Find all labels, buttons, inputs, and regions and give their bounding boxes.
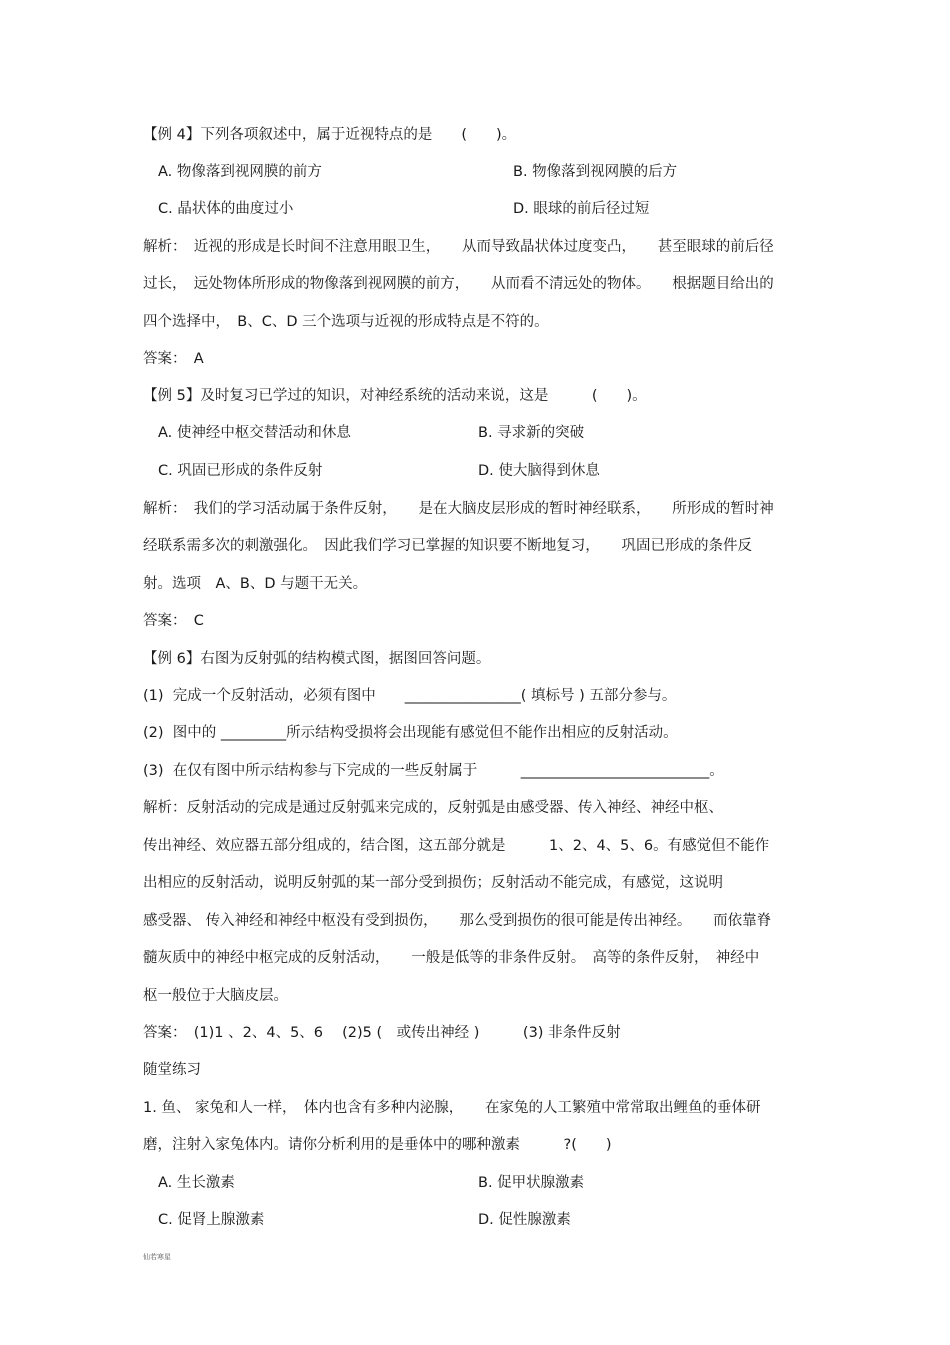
practice-heading: 随堂练习 — [143, 1062, 201, 1078]
example-4-option-d: D. 眼球的前后径过短 — [513, 201, 650, 217]
example-5-question: 【例 5】及时复习已学过的知识，对神经系统的活动来说，这是 ( )。 — [143, 388, 647, 404]
example-4-analysis-line: 四个选择中， B、C、D 三个选项与近视的形成特点是不符的。 — [143, 314, 549, 330]
example-5-analysis-line: 解析： 我们的学习活动属于条件反射， 是在大脑皮层形成的暂时神经联系， 所形成的暂时神 — [143, 501, 774, 517]
practice-1-option-d: D. 促性腺激素 — [478, 1212, 571, 1228]
example-6-analysis-line: 出相应的反射活动，说明反射弧的某一部分受到损伤；反射活动不能完成，有感觉，这说明 — [143, 875, 723, 891]
example-6-question: 【例 6】右图为反射弧的结构模式图，据图回答问题。 — [143, 651, 491, 667]
example-5-answer: 答案： C — [143, 613, 204, 629]
example-4-question: 【例 4】下列各项叙述中，属于近视特点的是 ( )。 — [143, 127, 517, 143]
example-6-item-3: (3) 在仅有图中所示结构参与下完成的一些反射属于 __________________________。 — [143, 763, 724, 779]
example-5-analysis-line: 射。选项 A、B、D 与题干无关。 — [143, 576, 368, 592]
practice-question-1-line: 1. 鱼、 家兔和人一样， 体内也含有多种内泌腺， 在家兔的人工繁殖中常常取出鲤鱼的垂体研 — [143, 1100, 761, 1116]
example-4-analysis-line: 解析： 近视的形成是长时间不注意用眼卫生， 从而导致晶状体过度变凸， 甚至眼球的前后径 — [143, 239, 774, 255]
example-5-option-a: A. 使神经中枢交替活动和休息 — [158, 425, 351, 441]
practice-1-option-b: B. 促甲状腺激素 — [478, 1175, 585, 1191]
practice-1-option-c: C. 促肾上腺激素 — [158, 1212, 265, 1228]
example-6-analysis-line: 传出神经、效应器五部分组成的，结合图，这五部分就是 1、2、4、5、6。有感觉但不能作 — [143, 838, 770, 854]
example-6-item-2: (2) 图中的 _________所示结构受损将会出现能有感觉但不能作出相应的反射活动。 — [143, 725, 678, 741]
practice-1-option-a: A. 生长激素 — [158, 1175, 235, 1191]
example-4-analysis-line: 过长， 远处物体所形成的物像落到视网膜的前方， 从而看不清远处的物体。 根据题目给出的 — [143, 276, 774, 292]
page-footer: 仙若寒星 — [143, 1253, 171, 1261]
example-4-option-b: B. 物像落到视网膜的后方 — [513, 164, 678, 180]
example-4-option-a: A. 物像落到视网膜的前方 — [158, 164, 322, 180]
example-6-analysis-line: 解析：反射活动的完成是通过反射弧来完成的，反射弧是由感受器、传入神经、神经中枢、 — [143, 800, 723, 816]
example-6-answer: 答案： (1)1 、2、4、5、6 (2)5 ( 或传出神经 ) (3) 非条件反射 — [143, 1025, 621, 1041]
practice-question-1-line: 磨，注射入家兔体内。请你分析利用的是垂体中的哪种激素 ?( ) — [143, 1137, 612, 1153]
example-6-analysis-line: 髓灰质中的神经中枢完成的反射活动， 一般是低等的非条件反射。 高等的条件反射， 神经中 — [143, 950, 760, 966]
example-4-answer: 答案： A — [143, 351, 204, 367]
example-5-option-b: B. 寻求新的突破 — [478, 425, 585, 441]
example-5-analysis-line: 经联系需多次的刺激强化。 因此我们学习已掌握的知识要不断地复习， 巩固已形成的条件反 — [143, 538, 752, 554]
example-6-analysis-line: 感受器、 传入神经和神经中枢没有受到损伤， 那么受到损伤的很可能是传出神经。 而依靠脊 — [143, 913, 772, 929]
example-5-option-d: D. 使大脑得到休息 — [478, 463, 600, 479]
example-6-analysis-line: 枢一般位于大脑皮层。 — [143, 988, 288, 1004]
example-5-option-c: C. 巩固已形成的条件反射 — [158, 463, 323, 479]
example-4-option-c: C. 晶状体的曲度过小 — [158, 201, 294, 217]
example-6-item-1: (1) 完成一个反射活动，必须有图中 ________________( 填标号 ) 五部分参与。 — [143, 688, 677, 704]
